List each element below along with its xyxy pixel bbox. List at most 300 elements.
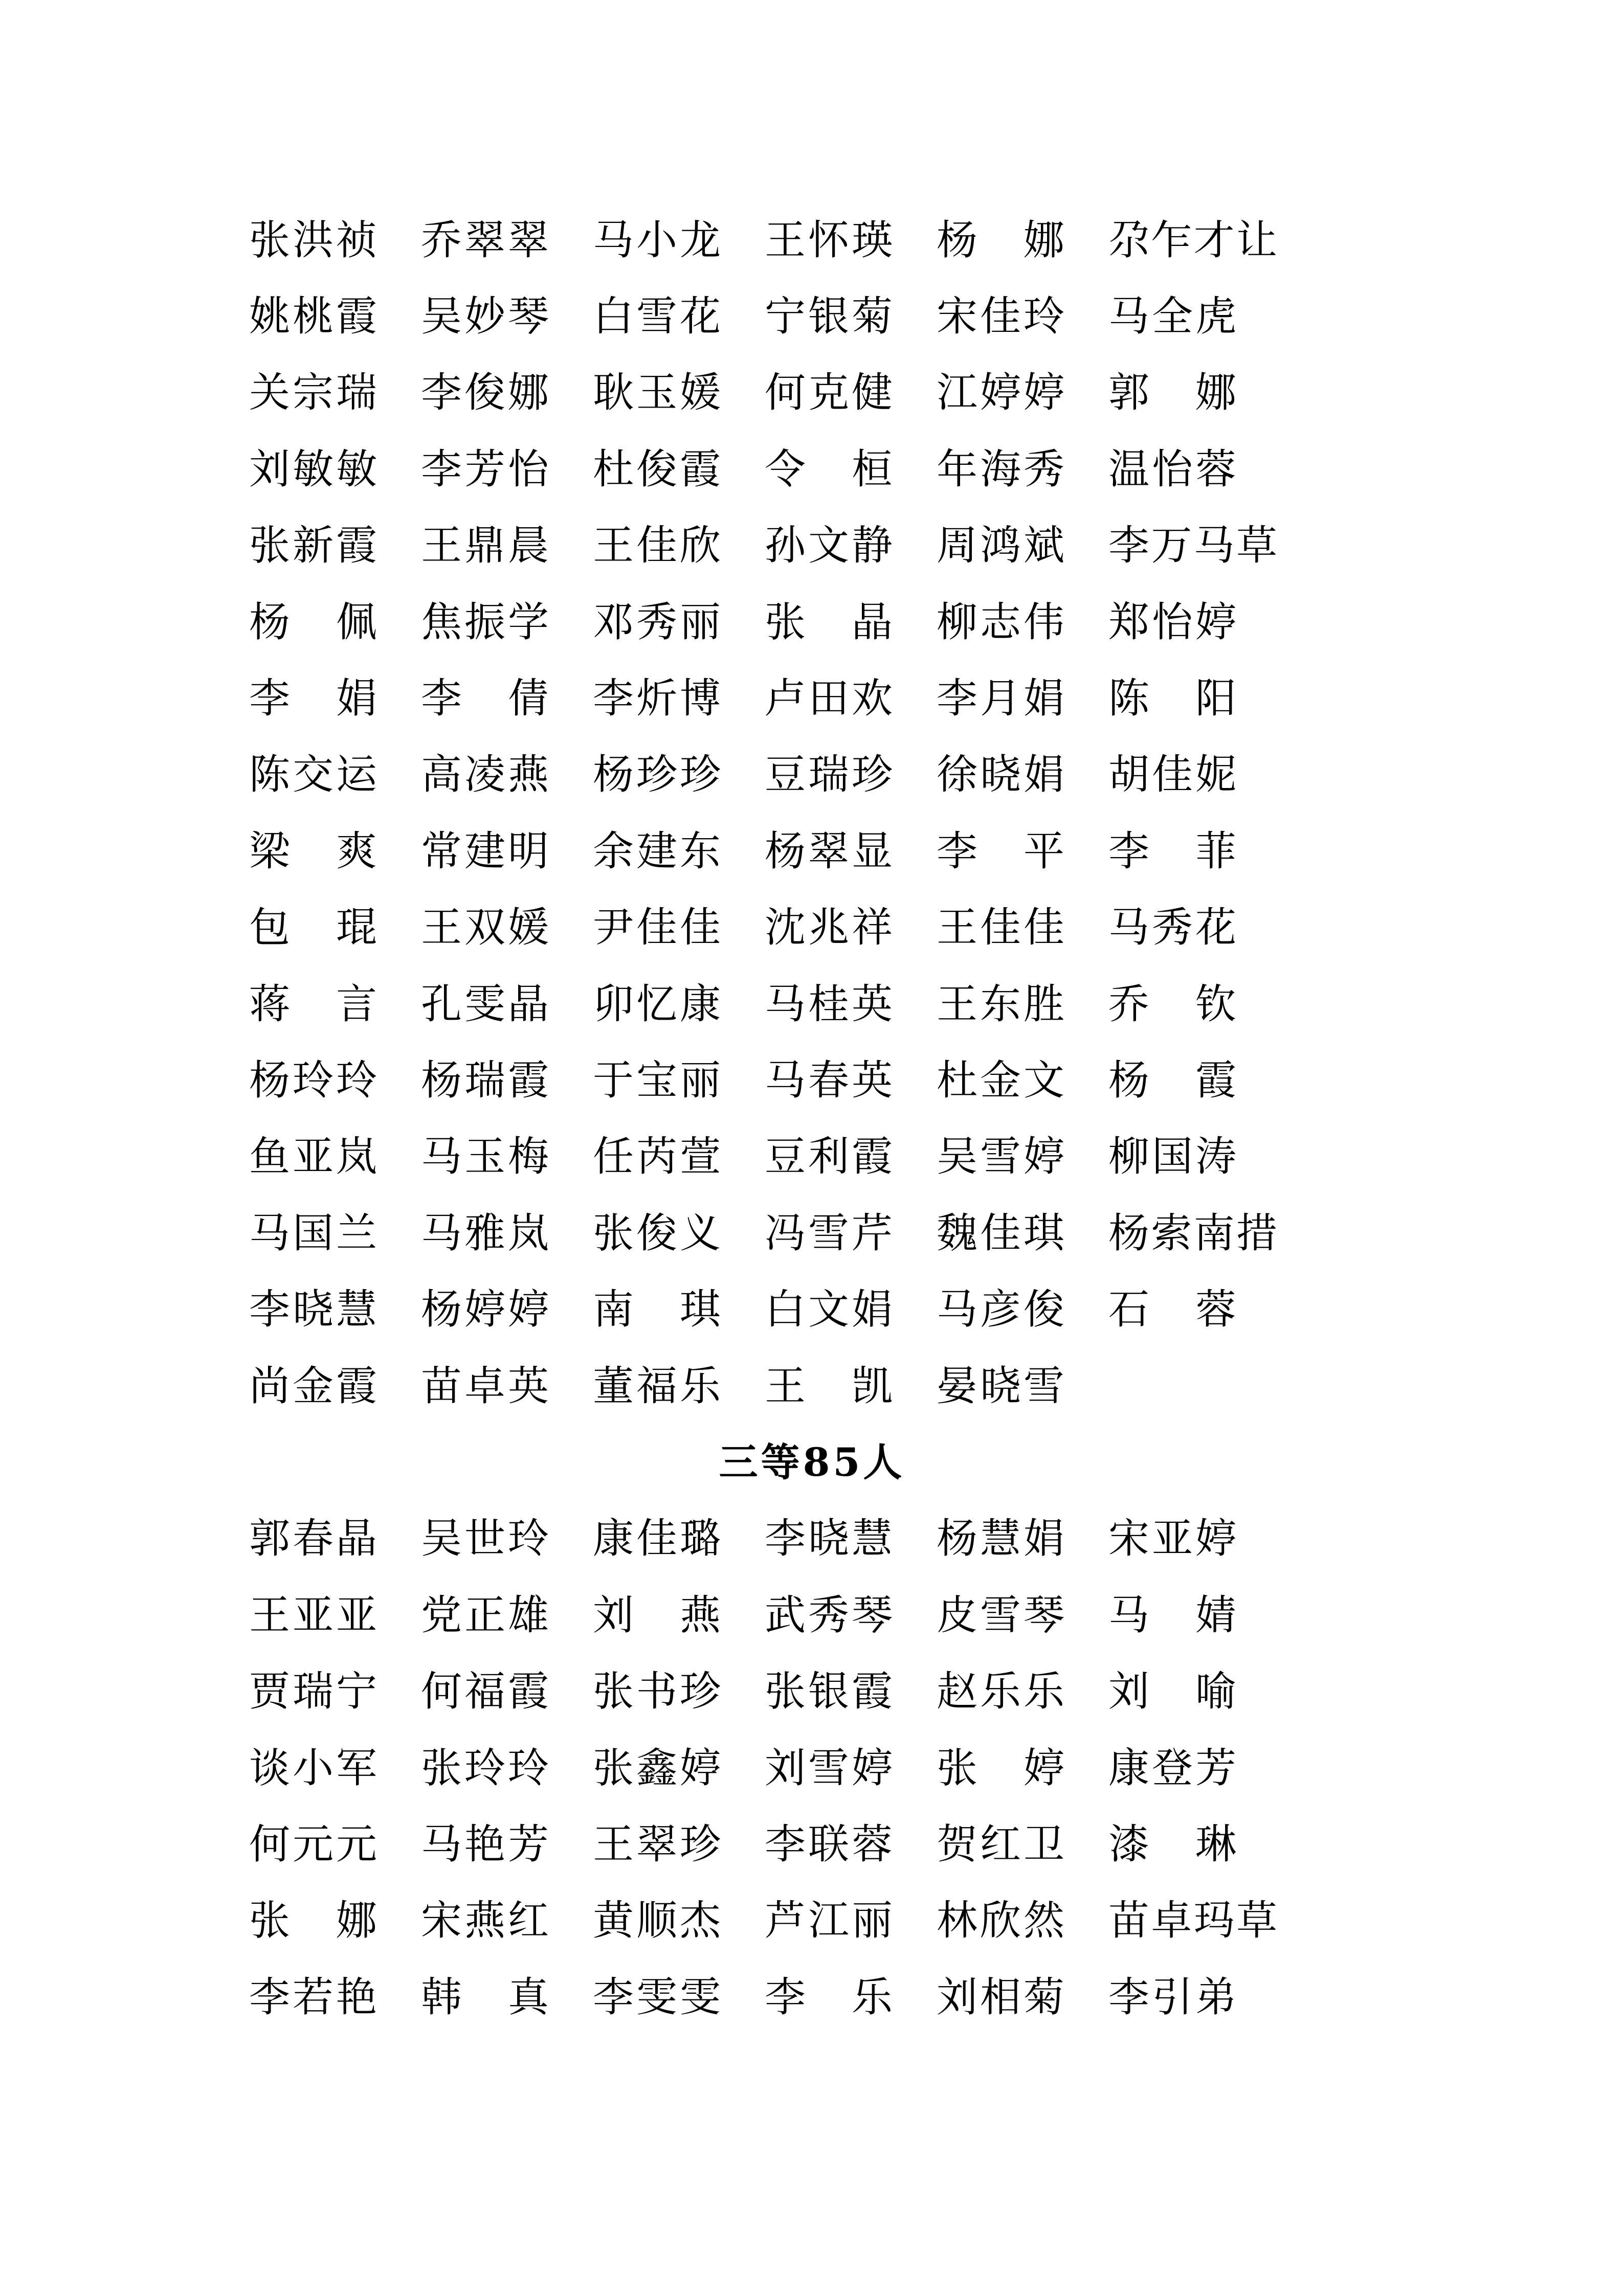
person-name bbox=[937, 1515, 1064, 1563]
name-character: 瑞 bbox=[293, 1668, 333, 1716]
name-character: 桂 bbox=[808, 980, 849, 1028]
name-character: 康 bbox=[593, 1515, 634, 1563]
name-character: 马 bbox=[1108, 904, 1149, 952]
name-character: 花 bbox=[680, 292, 721, 341]
name-character: 芮 bbox=[636, 1133, 677, 1181]
name-character: 世 bbox=[464, 1515, 505, 1563]
name-character: 李 bbox=[765, 1820, 806, 1868]
person-name bbox=[593, 674, 721, 723]
person-name bbox=[421, 827, 549, 875]
name-character: 交 bbox=[293, 751, 333, 799]
name-roster bbox=[249, 202, 1624, 2035]
person-name bbox=[765, 445, 893, 493]
name-character: 常 bbox=[421, 827, 462, 875]
name-character: 晓 bbox=[980, 751, 1021, 799]
name-character: 春 bbox=[808, 1056, 849, 1104]
name-character: 东 bbox=[980, 980, 1021, 1028]
name-character: 才 bbox=[1193, 216, 1235, 264]
person-name bbox=[593, 522, 721, 570]
name-character: 郭 bbox=[249, 1515, 290, 1563]
name-character: 婷 bbox=[680, 1744, 721, 1792]
name-character: 琨 bbox=[336, 904, 377, 952]
name-character: 何 bbox=[765, 369, 806, 417]
name-character: 珍 bbox=[680, 1668, 721, 1716]
name-character: 博 bbox=[680, 674, 721, 723]
person-name bbox=[593, 369, 721, 417]
name-character: 翠 bbox=[464, 216, 505, 264]
person-name bbox=[593, 827, 721, 875]
name-row bbox=[249, 737, 1624, 813]
name-row bbox=[249, 1195, 1624, 1271]
name-character: 言 bbox=[336, 980, 377, 1028]
name-character: 琪 bbox=[1024, 1209, 1064, 1257]
name-character: 谈 bbox=[249, 1744, 290, 1792]
name-section-second-class bbox=[249, 202, 1624, 1424]
person-name bbox=[593, 1668, 721, 1716]
name-character: 马 bbox=[937, 1286, 977, 1334]
name-character: 张 bbox=[593, 1668, 634, 1716]
name-character: 艳 bbox=[336, 1973, 377, 2021]
person-name bbox=[421, 1133, 549, 1181]
name-character: 璐 bbox=[680, 1515, 721, 1563]
person-name bbox=[1108, 216, 1277, 264]
person-name bbox=[421, 1515, 549, 1563]
name-character: 玲 bbox=[336, 1056, 377, 1104]
name-character: 措 bbox=[1236, 1209, 1277, 1257]
name-character: 王 bbox=[765, 216, 806, 264]
name-character: 慧 bbox=[852, 1515, 893, 1563]
person-name bbox=[937, 751, 1064, 799]
name-character: 南 bbox=[1193, 1209, 1235, 1257]
person-name bbox=[593, 904, 721, 952]
person-name bbox=[1108, 598, 1236, 646]
name-character: 陈 bbox=[1108, 674, 1149, 723]
name-character: 李 bbox=[1108, 827, 1149, 875]
name-character: 菲 bbox=[1195, 827, 1236, 875]
person-name bbox=[765, 1820, 893, 1868]
person-name bbox=[421, 1897, 549, 1945]
person-name bbox=[249, 1133, 377, 1181]
person-name bbox=[593, 1133, 721, 1181]
name-character: 雯 bbox=[636, 1973, 677, 2021]
name-character: 雪 bbox=[980, 1591, 1021, 1639]
name-character: 春 bbox=[293, 1515, 333, 1563]
name-character: 陈 bbox=[249, 751, 290, 799]
person-name bbox=[765, 1286, 893, 1334]
name-character: 正 bbox=[464, 1591, 505, 1639]
person-name bbox=[249, 522, 377, 570]
name-character: 霞 bbox=[336, 292, 377, 341]
name-character: 琴 bbox=[1024, 1591, 1064, 1639]
name-character: 婧 bbox=[1195, 1591, 1236, 1639]
name-section-third-class bbox=[249, 1501, 1624, 2036]
person-name bbox=[249, 1897, 377, 1945]
name-character: 卫 bbox=[1024, 1820, 1064, 1868]
name-character: 杨 bbox=[421, 1056, 462, 1104]
person-name bbox=[937, 1286, 1064, 1334]
name-character: 刘 bbox=[937, 1973, 977, 2021]
name-character: 张 bbox=[421, 1744, 462, 1792]
name-character: 张 bbox=[249, 216, 290, 264]
name-character: 利 bbox=[808, 1133, 849, 1181]
person-name bbox=[765, 1515, 893, 1563]
person-name bbox=[421, 1820, 549, 1868]
name-character: 珍 bbox=[680, 1820, 721, 1868]
name-character: 喻 bbox=[1195, 1668, 1236, 1716]
name-character: 杨 bbox=[1108, 1056, 1149, 1104]
name-character: 婷 bbox=[1024, 369, 1064, 417]
name-character: 李 bbox=[421, 674, 462, 723]
name-character: 菊 bbox=[1024, 1973, 1064, 2021]
name-character: 雪 bbox=[808, 1744, 849, 1792]
name-row bbox=[249, 1042, 1624, 1118]
name-character: 丽 bbox=[680, 598, 721, 646]
person-name bbox=[421, 751, 549, 799]
person-name bbox=[765, 827, 893, 875]
name-character: 魏 bbox=[937, 1209, 977, 1257]
name-character: 显 bbox=[852, 827, 893, 875]
name-character: 祯 bbox=[336, 216, 377, 264]
name-character: 福 bbox=[464, 1668, 505, 1716]
name-character: 芹 bbox=[852, 1209, 893, 1257]
name-character: 白 bbox=[765, 1286, 806, 1334]
name-row bbox=[249, 1883, 1624, 1959]
name-character: 马 bbox=[593, 216, 634, 264]
name-character: 万 bbox=[1151, 522, 1192, 570]
person-name bbox=[937, 1362, 1064, 1410]
name-character: 金 bbox=[293, 1362, 333, 1410]
person-name bbox=[1108, 827, 1236, 875]
person-name bbox=[1108, 1209, 1277, 1257]
name-character: 林 bbox=[937, 1897, 977, 1945]
name-character: 军 bbox=[336, 1744, 377, 1792]
name-character: 马 bbox=[765, 980, 806, 1028]
name-character: 瑞 bbox=[336, 369, 377, 417]
name-character: 乐 bbox=[1024, 1668, 1064, 1716]
name-character: 欣 bbox=[680, 522, 721, 570]
name-character: 玲 bbox=[464, 1744, 505, 1792]
person-name bbox=[249, 1591, 377, 1639]
person-name bbox=[421, 904, 549, 952]
person-name bbox=[421, 1744, 549, 1792]
person-name bbox=[249, 1209, 377, 1257]
name-character: 宋 bbox=[1108, 1515, 1149, 1563]
name-row bbox=[249, 1730, 1624, 1806]
name-character: 倩 bbox=[508, 674, 549, 723]
person-name bbox=[249, 1668, 377, 1716]
name-character: 玲 bbox=[293, 1056, 333, 1104]
name-character: 晶 bbox=[508, 980, 549, 1028]
person-name bbox=[937, 522, 1064, 570]
name-character: 南 bbox=[593, 1286, 634, 1334]
person-name bbox=[421, 1209, 549, 1257]
name-character: 娟 bbox=[336, 674, 377, 723]
person-name bbox=[1108, 751, 1236, 799]
name-character: 怀 bbox=[808, 216, 849, 264]
name-character: 引 bbox=[1152, 1973, 1193, 2021]
name-character: 高 bbox=[421, 751, 462, 799]
person-name bbox=[1108, 1973, 1236, 2021]
name-character: 娟 bbox=[1024, 751, 1064, 799]
person-name bbox=[1108, 1591, 1236, 1639]
person-name bbox=[937, 1668, 1064, 1716]
name-character: 卯 bbox=[593, 980, 634, 1028]
name-character: 娜 bbox=[508, 369, 549, 417]
person-name bbox=[249, 1515, 377, 1563]
name-character: 俊 bbox=[636, 1209, 677, 1257]
name-character: 霞 bbox=[852, 1668, 893, 1716]
person-name bbox=[421, 369, 549, 417]
name-character: 忆 bbox=[636, 980, 677, 1028]
name-character: 霞 bbox=[1195, 1056, 1236, 1104]
person-name bbox=[249, 1362, 377, 1410]
name-character: 徐 bbox=[937, 751, 977, 799]
name-row bbox=[249, 278, 1624, 354]
name-character: 婷 bbox=[508, 1286, 549, 1334]
name-character: 瑞 bbox=[808, 751, 849, 799]
person-name bbox=[1108, 1133, 1236, 1181]
name-character: 李 bbox=[249, 1973, 290, 2021]
name-character: 佳 bbox=[636, 522, 677, 570]
name-character: 伟 bbox=[1024, 598, 1064, 646]
person-name bbox=[937, 827, 1064, 875]
person-name bbox=[1108, 1897, 1277, 1945]
name-character: 丽 bbox=[680, 1056, 721, 1104]
name-character: 琴 bbox=[508, 292, 549, 341]
name-character: 雯 bbox=[680, 1973, 721, 2021]
name-character: 王 bbox=[249, 1591, 290, 1639]
name-character: 妮 bbox=[1195, 751, 1236, 799]
person-name bbox=[765, 1209, 893, 1257]
person-name bbox=[937, 980, 1064, 1028]
name-character: 佳 bbox=[636, 1515, 677, 1563]
name-character: 蓉 bbox=[1195, 1286, 1236, 1334]
name-character: 芦 bbox=[765, 1897, 806, 1945]
name-character: 怡 bbox=[1152, 445, 1193, 493]
name-character: 杨 bbox=[1108, 1209, 1149, 1257]
name-row bbox=[249, 202, 1624, 278]
name-character: 翠 bbox=[808, 827, 849, 875]
name-character: 英 bbox=[852, 980, 893, 1028]
name-character: 燕 bbox=[508, 751, 549, 799]
name-character: 佳 bbox=[1024, 904, 1064, 952]
name-character: 刘 bbox=[593, 1591, 634, 1639]
name-character: 张 bbox=[937, 1744, 977, 1792]
person-name bbox=[249, 369, 377, 417]
name-character: 秀 bbox=[636, 598, 677, 646]
name-character: 银 bbox=[808, 292, 849, 341]
person-name bbox=[249, 216, 377, 264]
name-character: 豆 bbox=[765, 751, 806, 799]
name-character: 英 bbox=[508, 1362, 549, 1410]
name-character: 马 bbox=[421, 1820, 462, 1868]
name-character: 索 bbox=[1151, 1209, 1192, 1257]
person-name bbox=[593, 1286, 721, 1334]
name-character: 凌 bbox=[464, 751, 505, 799]
name-character: 梅 bbox=[508, 1133, 549, 1181]
person-name bbox=[1108, 1668, 1236, 1716]
name-character: 李 bbox=[1108, 1973, 1149, 2021]
name-character: 亚 bbox=[336, 1591, 377, 1639]
person-name bbox=[421, 522, 549, 570]
name-character: 张 bbox=[249, 522, 290, 570]
name-character: 尹 bbox=[593, 904, 634, 952]
name-character: 石 bbox=[1108, 1286, 1149, 1334]
name-character: 佳 bbox=[980, 904, 1021, 952]
name-row bbox=[249, 1119, 1624, 1195]
name-character: 义 bbox=[680, 1209, 721, 1257]
name-character: 斌 bbox=[1024, 522, 1064, 570]
person-name bbox=[593, 1744, 721, 1792]
name-character: 晓 bbox=[980, 1362, 1021, 1410]
person-name bbox=[421, 445, 549, 493]
name-character: 卢 bbox=[765, 674, 806, 723]
name-character: 乍 bbox=[1151, 216, 1192, 264]
name-character: 媛 bbox=[680, 369, 721, 417]
name-character: 福 bbox=[636, 1362, 677, 1410]
person-name bbox=[937, 598, 1064, 646]
name-character: 玉 bbox=[636, 369, 677, 417]
name-character: 敏 bbox=[336, 445, 377, 493]
name-character: 凯 bbox=[852, 1362, 893, 1410]
name-character: 郑 bbox=[1108, 598, 1149, 646]
name-row bbox=[249, 1348, 1624, 1424]
person-name bbox=[593, 1897, 721, 1945]
person-name bbox=[765, 369, 893, 417]
name-character: 胜 bbox=[1024, 980, 1064, 1028]
name-character: 乐 bbox=[980, 1668, 1021, 1716]
person-name bbox=[1108, 1056, 1236, 1104]
name-character: 珍 bbox=[636, 751, 677, 799]
name-character: 何 bbox=[421, 1668, 462, 1716]
person-name bbox=[1108, 980, 1236, 1028]
person-name bbox=[249, 445, 377, 493]
name-character: 卓 bbox=[464, 1362, 505, 1410]
name-character: 明 bbox=[508, 827, 549, 875]
person-name bbox=[249, 1744, 377, 1792]
name-character: 亚 bbox=[1152, 1515, 1193, 1563]
name-row bbox=[249, 966, 1624, 1042]
name-character: 柳 bbox=[1108, 1133, 1149, 1181]
name-character: 黄 bbox=[593, 1897, 634, 1945]
name-row bbox=[249, 584, 1624, 660]
name-character: 婷 bbox=[980, 369, 1021, 417]
name-character: 草 bbox=[1236, 1897, 1277, 1945]
name-character: 尚 bbox=[249, 1362, 290, 1410]
name-character: 苗 bbox=[1108, 1897, 1149, 1945]
name-character: 刘 bbox=[249, 445, 290, 493]
name-character: 萱 bbox=[680, 1133, 721, 1181]
name-character: 佩 bbox=[336, 598, 377, 646]
name-character: 婷 bbox=[1195, 1515, 1236, 1563]
name-character: 欢 bbox=[852, 674, 893, 723]
name-character: 瑛 bbox=[852, 216, 893, 264]
person-name bbox=[421, 1362, 549, 1410]
person-name bbox=[593, 1820, 721, 1868]
name-character: 金 bbox=[980, 1056, 1021, 1104]
name-character: 媛 bbox=[508, 904, 549, 952]
name-character: 琴 bbox=[852, 1591, 893, 1639]
name-character: 李 bbox=[249, 674, 290, 723]
name-character: 俊 bbox=[464, 369, 505, 417]
name-character: 杜 bbox=[937, 1056, 977, 1104]
name-character: 顺 bbox=[636, 1897, 677, 1945]
name-character: 兆 bbox=[808, 904, 849, 952]
name-character: 娟 bbox=[852, 1286, 893, 1334]
name-character: 任 bbox=[593, 1133, 634, 1181]
name-character: 马 bbox=[249, 1209, 290, 1257]
name-character: 雯 bbox=[464, 980, 505, 1028]
name-character: 耿 bbox=[593, 369, 634, 417]
name-character: 马 bbox=[765, 1056, 806, 1104]
person-name bbox=[249, 1286, 377, 1334]
name-character: 康 bbox=[680, 980, 721, 1028]
name-row bbox=[249, 813, 1624, 889]
name-character: 建 bbox=[464, 827, 505, 875]
name-character: 蒋 bbox=[249, 980, 290, 1028]
name-character: 王 bbox=[593, 1820, 634, 1868]
name-character: 芳 bbox=[464, 445, 505, 493]
person-name bbox=[765, 980, 893, 1028]
person-name bbox=[937, 1820, 1064, 1868]
person-name bbox=[421, 1591, 549, 1639]
name-character: 雪 bbox=[636, 292, 677, 341]
name-character: 红 bbox=[980, 1820, 1021, 1868]
person-name bbox=[593, 1591, 721, 1639]
name-character: 燕 bbox=[680, 1591, 721, 1639]
name-character: 桓 bbox=[852, 445, 893, 493]
name-character: 阳 bbox=[1195, 674, 1236, 723]
name-character: 艳 bbox=[464, 1820, 505, 1868]
name-character: 张 bbox=[249, 1897, 290, 1945]
name-character: 张 bbox=[593, 1209, 634, 1257]
person-name bbox=[593, 1515, 721, 1563]
person-name bbox=[593, 216, 721, 264]
person-name bbox=[937, 1133, 1064, 1181]
name-character: 鱼 bbox=[249, 1133, 290, 1181]
person-name bbox=[765, 674, 893, 723]
name-character: 桃 bbox=[293, 292, 333, 341]
name-character: 李 bbox=[593, 674, 634, 723]
name-character: 杨 bbox=[937, 1515, 977, 1563]
name-character: 晶 bbox=[852, 598, 893, 646]
person-name bbox=[937, 1973, 1064, 2021]
person-name bbox=[765, 1362, 893, 1410]
name-character: 乐 bbox=[852, 1973, 893, 2021]
name-character: 柳 bbox=[937, 598, 977, 646]
name-character: 全 bbox=[1152, 292, 1193, 341]
person-name bbox=[249, 1056, 377, 1104]
person-name bbox=[765, 1056, 893, 1104]
name-character: 小 bbox=[636, 216, 677, 264]
name-character: 孙 bbox=[765, 522, 806, 570]
person-name bbox=[937, 1744, 1064, 1792]
person-name bbox=[765, 598, 893, 646]
name-character: 祥 bbox=[852, 904, 893, 952]
name-character: 花 bbox=[1195, 904, 1236, 952]
person-name bbox=[593, 292, 721, 341]
person-name bbox=[593, 445, 721, 493]
name-character: 雄 bbox=[508, 1591, 549, 1639]
name-character: 娜 bbox=[336, 1897, 377, 1945]
name-character: 怡 bbox=[1152, 598, 1193, 646]
person-name bbox=[593, 980, 721, 1028]
name-character: 包 bbox=[249, 904, 290, 952]
person-name bbox=[765, 751, 893, 799]
name-row bbox=[249, 1653, 1624, 1729]
name-character: 佳 bbox=[680, 904, 721, 952]
person-name bbox=[765, 1897, 893, 1945]
